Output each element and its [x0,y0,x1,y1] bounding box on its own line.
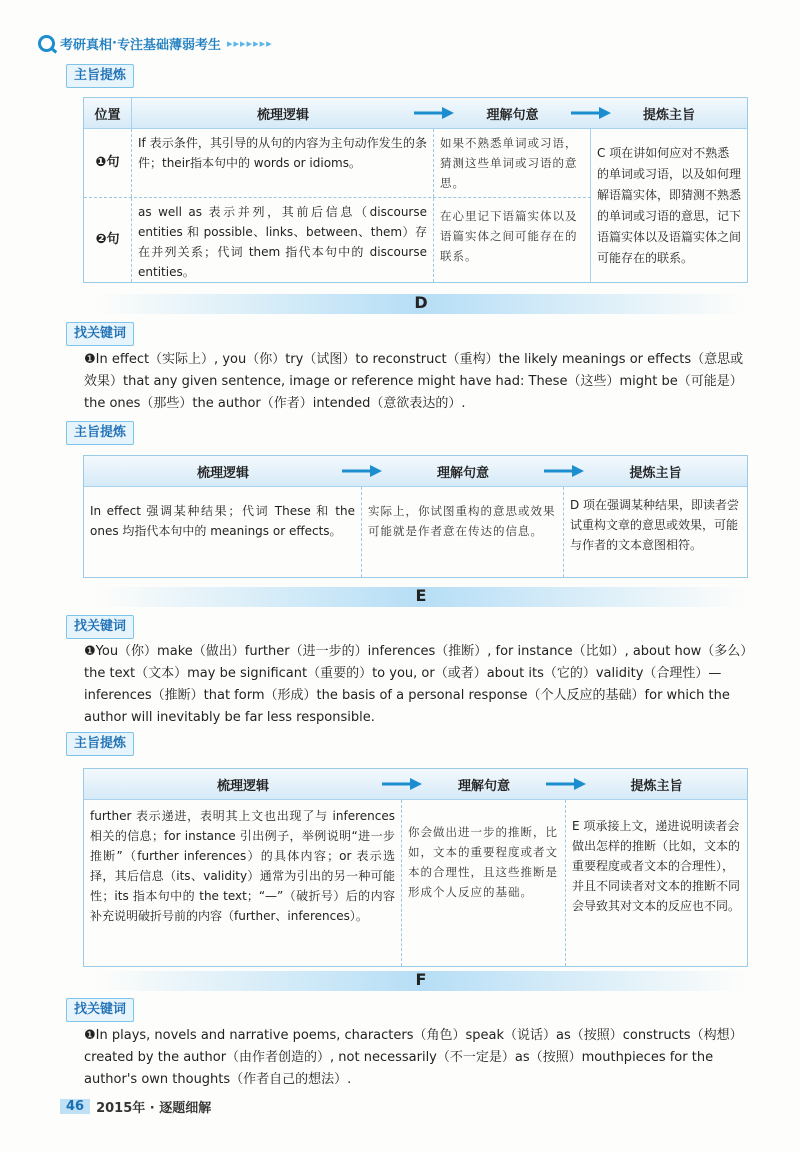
arrow-right-icon [546,778,586,790]
keyword-tag-f: 找关键词 [66,998,134,1022]
row-logic: further 表示递进，表明其上文也出现了与 inferences 相关的信息；for instance 引出例子，举例说明“进一步推断”（further inferences）的具体内容；or 表示选择，其后信息（its、validity）通常为引出的另一种可能性；its 指本句中的 the text；“—”（破折号）后的内容补充说明破折号前的内容（further、inferences）。 [84,800,402,966]
table-row [84,487,747,577]
main-idea-c: C 项在讲如何应对不熟悉的单词或习语，以及如何理解语篇实体，即猜测不熟悉的单词或习语的意思，记下语篇实体以及语篇实体之间可能存在的联系。 [597,146,742,265]
row-logic: as well as 表示并列，其前后信息（discourse entities 和 possible、links、between、them）存在并列关系；代词 them 指代本句中的 discourse entities。 [132,198,434,282]
table-header [84,769,747,800]
page-footer [60,1097,211,1116]
table-row [84,800,747,966]
header-main-idea: 提炼主旨 [629,465,682,481]
header-meaning: 理解句意 [402,769,566,799]
summary-table-c [83,97,748,283]
brand-name: 考研真相 [60,38,113,53]
table-header [84,456,747,487]
table-header [84,98,747,129]
arrow-right-icon [571,107,611,119]
keyword-paragraph-d: ❶In effect（实际上）, you（你）try（试图）to reconstruct（重构）the likely meanings or effects（意思或效果）that any given sentence, image or reference might have had: These（这些）might be（可能是）the ones（那些）the author（作者）intended（意欲表达的）. [84,352,744,411]
main-idea-d: D 项在强调某种结果，即读者尝试重构文章的意思或效果，可能与作者的文本意图相符。 [570,498,740,552]
section-divider-f [96,971,746,991]
row-meaning: 如果不熟悉单词或习语，猜测这些单词或习语的意思。 [434,129,591,197]
section-divider-d [96,294,746,314]
main-idea-e: E 项承接上文，递进说明读者会做出怎样的推断（比如，文本的重要程度或者文本的合理性），并且不同读者对文本的推断不同会导致其对文本的反应也不同。 [572,819,741,913]
arrow-right-icon [544,465,584,477]
header-logic: 梳理逻辑 [84,769,402,799]
row-logic: In effect 强调某种结果；代词 These 和 the ones 均指代本句中的 meanings or effects。 [84,487,362,577]
header-position: 位置 [84,98,132,128]
row-meaning: 在心里记下语篇实体以及语篇实体之间可能存在的联系。 [434,198,591,282]
table-row [84,198,591,282]
row-meaning: 实际上，你试图重构的意思或效果可能就是作者意在传达的信息。 [362,487,564,577]
arrow-right-icon [414,107,454,119]
brand-separator: · [112,36,117,51]
header-arrows-icon: ▸▸▸▸▸▸▸ [226,37,273,50]
header-main-idea: 提炼主旨 [642,107,695,123]
section-letter: F [415,970,427,989]
search-logo-icon [38,35,55,52]
header-logic: 梳理逻辑 [132,98,434,128]
section-letter: D [414,293,428,312]
keyword-paragraph-e: ❶You（你）make（做出）further（进一步的）inferences（推断）, for instance（比如）, about how（多么）the text（文本）may be significant（重要的）to you, or（或者）about its（它的）validity（合理性）—inferences（推断）that form（形成）the basis of a personal response（个人反应的基础）for which the author will inevitably be far less responsible. [84,644,747,725]
header-logic: 梳理逻辑 [84,456,362,486]
keyword-tag-d: 找关键词 [66,322,134,346]
row-logic: If 表示条件，其引导的从句的内容为主句动作发生的条件；their指本句中的 words or idioms。 [132,129,434,197]
page-number: 46 [60,1099,90,1114]
row-position: ❷句 [84,198,132,282]
header-main-idea: 提炼主旨 [630,778,683,794]
section-letter: E [415,586,427,605]
summary-table-e [83,768,748,967]
footer-title: 2015年 · 逐题细解 [96,1101,212,1116]
header-meaning: 理解句意 [362,456,564,486]
table-row [84,129,591,198]
brand-slogan: 专注基础薄弱考生 [116,38,221,53]
summary-tag-c: 主旨提炼 [66,64,134,88]
arrow-right-icon [342,465,382,477]
row-position: ❶句 [84,129,132,197]
summary-tag-e: 主旨提炼 [66,732,134,756]
arrow-right-icon [382,778,422,790]
keyword-tag-e: 找关键词 [66,615,134,639]
summary-table-d [83,455,748,578]
section-divider-e [96,587,746,607]
summary-tag-d: 主旨提炼 [66,421,134,445]
row-meaning: 你会做出进一步的推断，比如，文本的重要程度或者文本的合理性，且这些推断是形成个人反应的基础。 [402,800,566,966]
keyword-paragraph-f: ❶In plays, novels and narrative poems, characters（角色）speak（说话）as（按照）constructs（构想）created by the author（由作者创造的）, not necessarily（不一定是）as（按照）mouthpieces for the author's own thoughts（作者自己的想法）. [84,1028,743,1087]
header-meaning: 理解句意 [434,98,591,128]
page-header [38,34,273,53]
